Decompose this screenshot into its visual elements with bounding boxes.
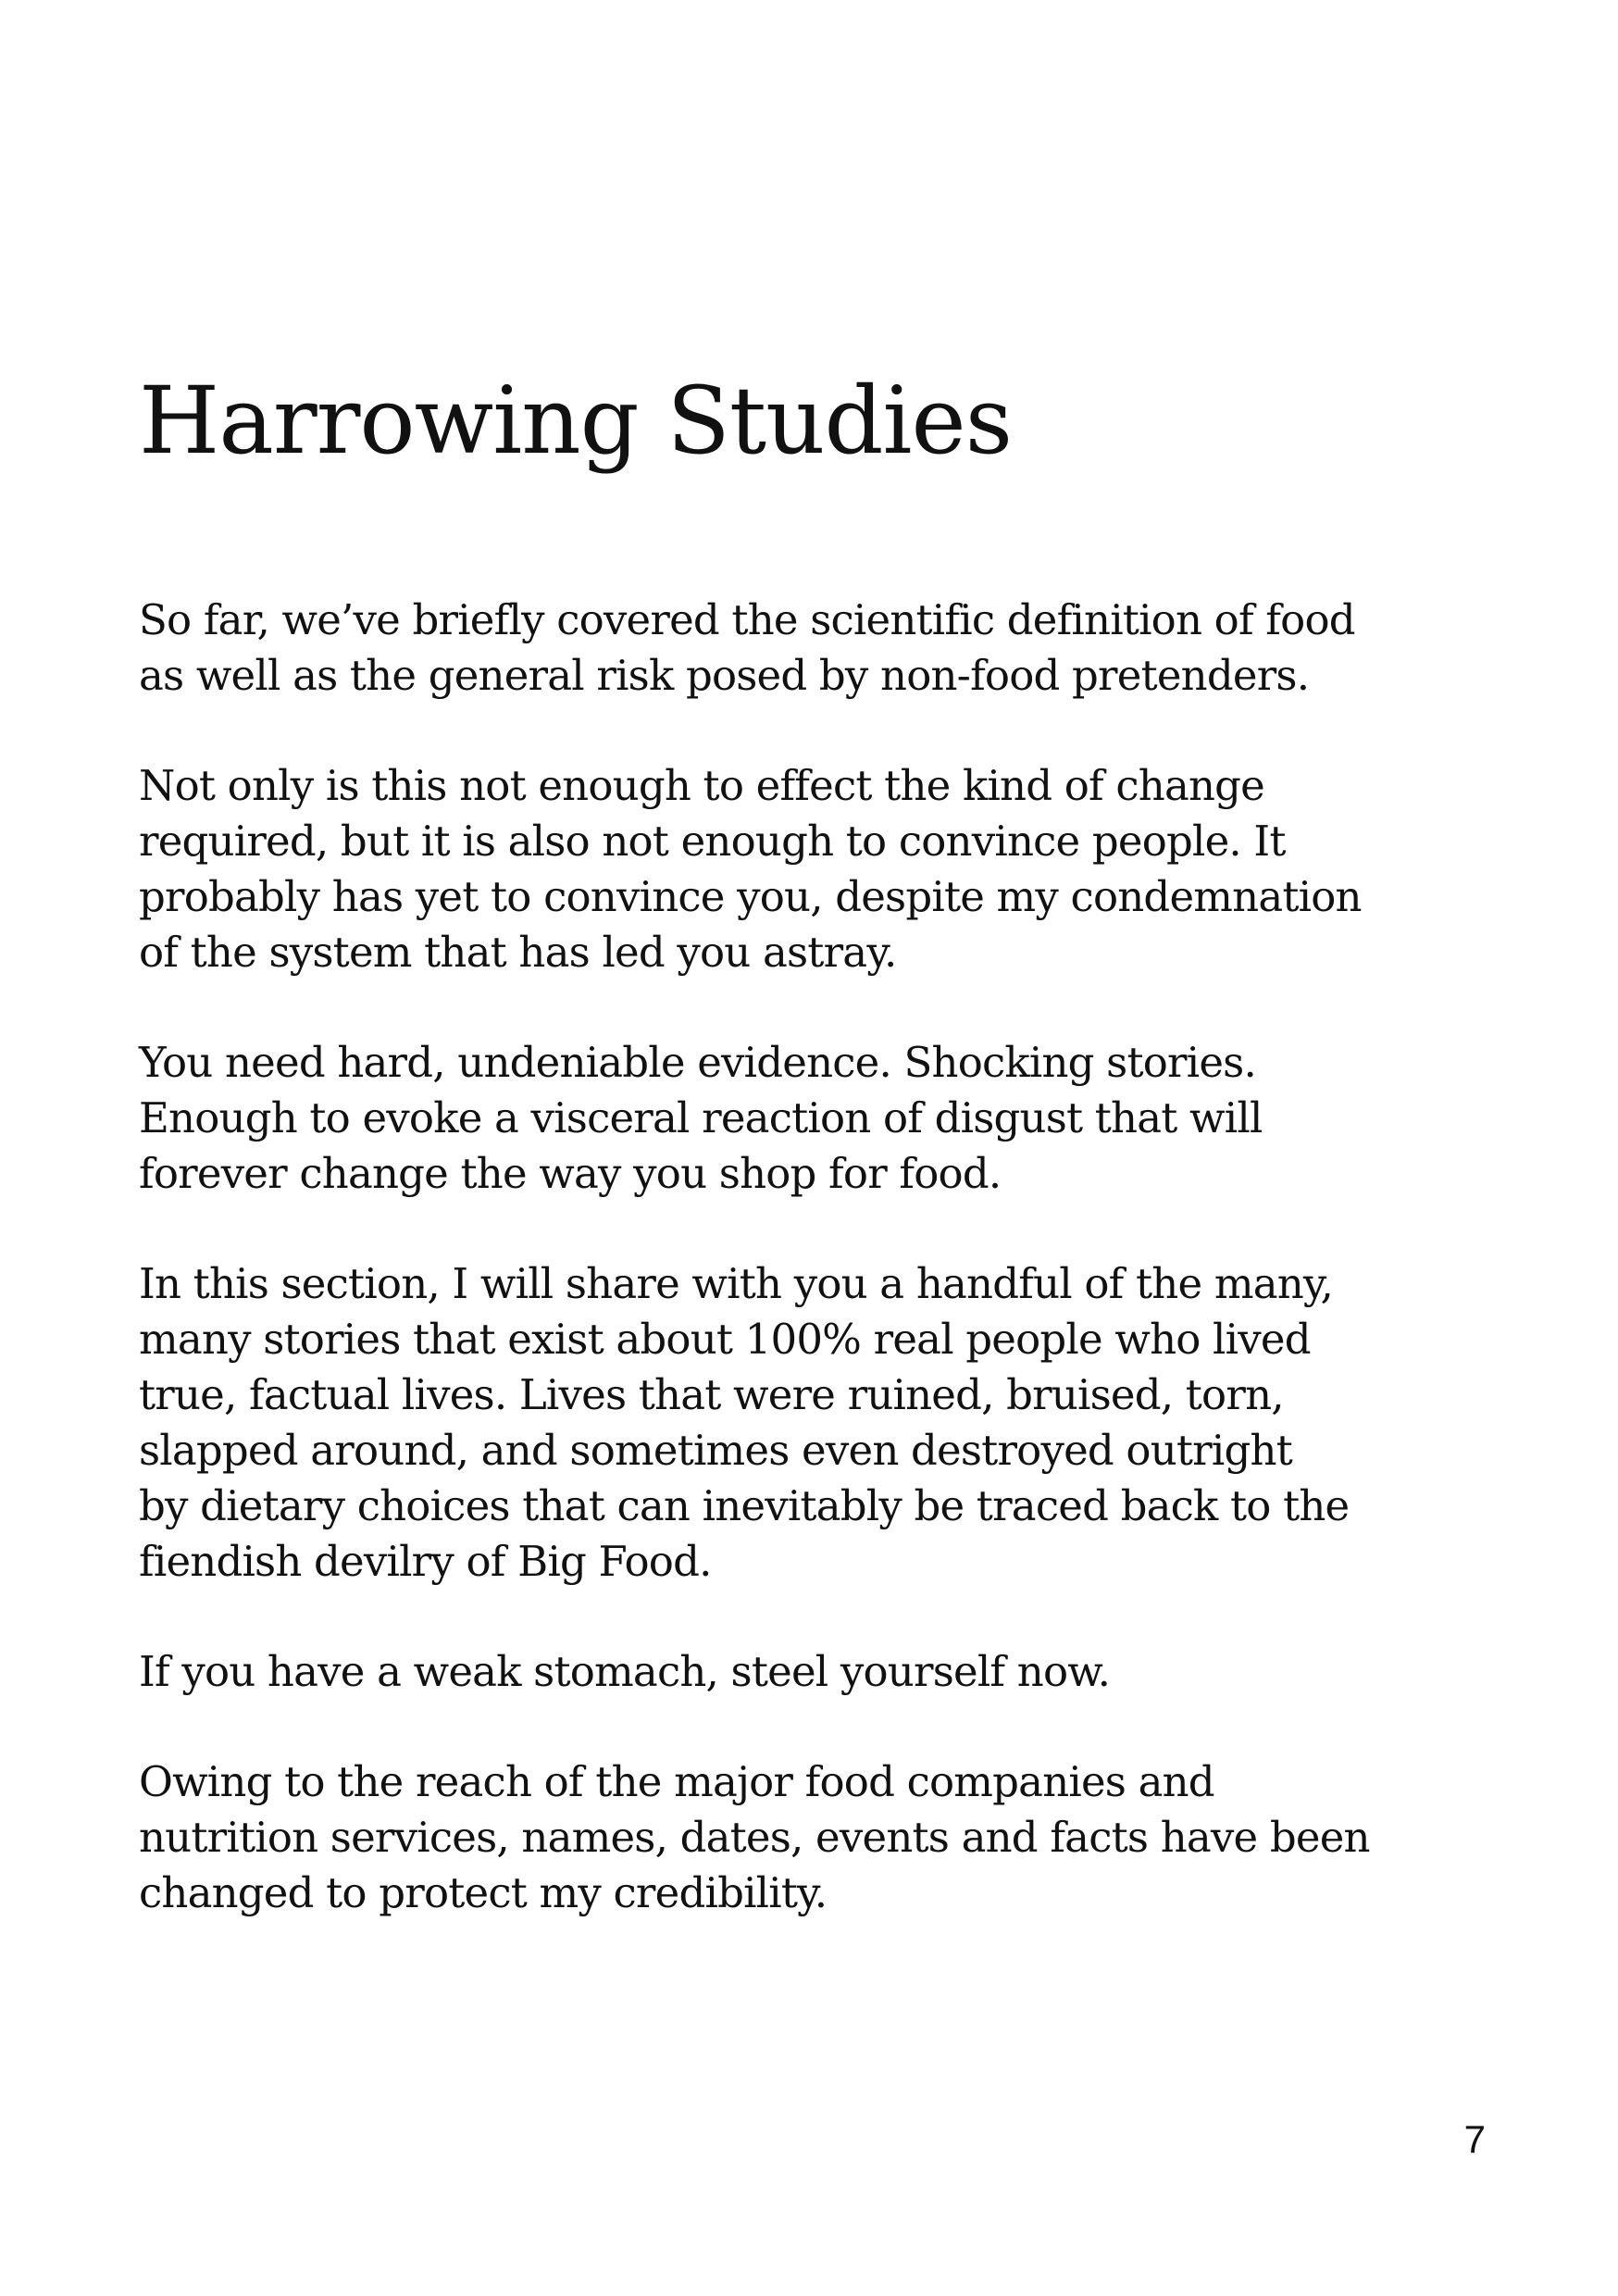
- text-line: Not only is this not enough to effect the kind of change: [139, 761, 1265, 810]
- text-line: many stories that exist about 100% real people who lived: [139, 1315, 1311, 1364]
- text-line: If you have a weak stomach, steel yourself now.: [139, 1647, 1111, 1696]
- paragraph: [139, 1644, 1490, 1700]
- text-line: by dietary choices that can inevitably be traced back to the: [139, 1481, 1350, 1530]
- text-line: probably has yet to convince you, despite my condemnation: [139, 872, 1362, 921]
- text-line: Owing to the reach of the major food companies and: [139, 1757, 1214, 1806]
- paragraph: [139, 758, 1490, 980]
- text-line: You need hard, undeniable evidence. Shocking stories.: [139, 1038, 1256, 1087]
- paragraph: [139, 593, 1490, 704]
- text-line: In this section, I will share with you a handful of the many,: [139, 1259, 1334, 1308]
- text-line: as well as the general risk posed by non-food pretenders.: [139, 651, 1310, 700]
- text-line: forever change the way you shop for food.: [139, 1149, 1002, 1198]
- paragraph: [139, 1256, 1490, 1590]
- page-number: 7: [1463, 2117, 1486, 2161]
- paragraph: [139, 1754, 1490, 1921]
- text-line: Enough to evoke a visceral reaction of disgust that will: [139, 1093, 1263, 1142]
- page-title: Harrowing Studies: [139, 367, 1013, 475]
- text-line: slapped around, and sometimes even destroyed outright: [139, 1426, 1292, 1475]
- text-line: of the system that has led you astray.: [139, 928, 897, 977]
- text-line: nutrition services, names, dates, events and facts have been: [139, 1813, 1370, 1862]
- text-line: changed to protect my credibility.: [139, 1868, 828, 1917]
- text-line: So far, we’ve briefly covered the scientific definition of food: [139, 595, 1355, 644]
- text-line: required, but it is also not enough to convince people. It: [139, 817, 1286, 866]
- paragraph: [139, 1035, 1490, 1202]
- text-line: fiendish devilry of Big Food.: [139, 1537, 712, 1586]
- text-line: true, factual lives. Lives that were ruined, bruised, torn,: [139, 1370, 1284, 1419]
- body-text: [139, 593, 1490, 1976]
